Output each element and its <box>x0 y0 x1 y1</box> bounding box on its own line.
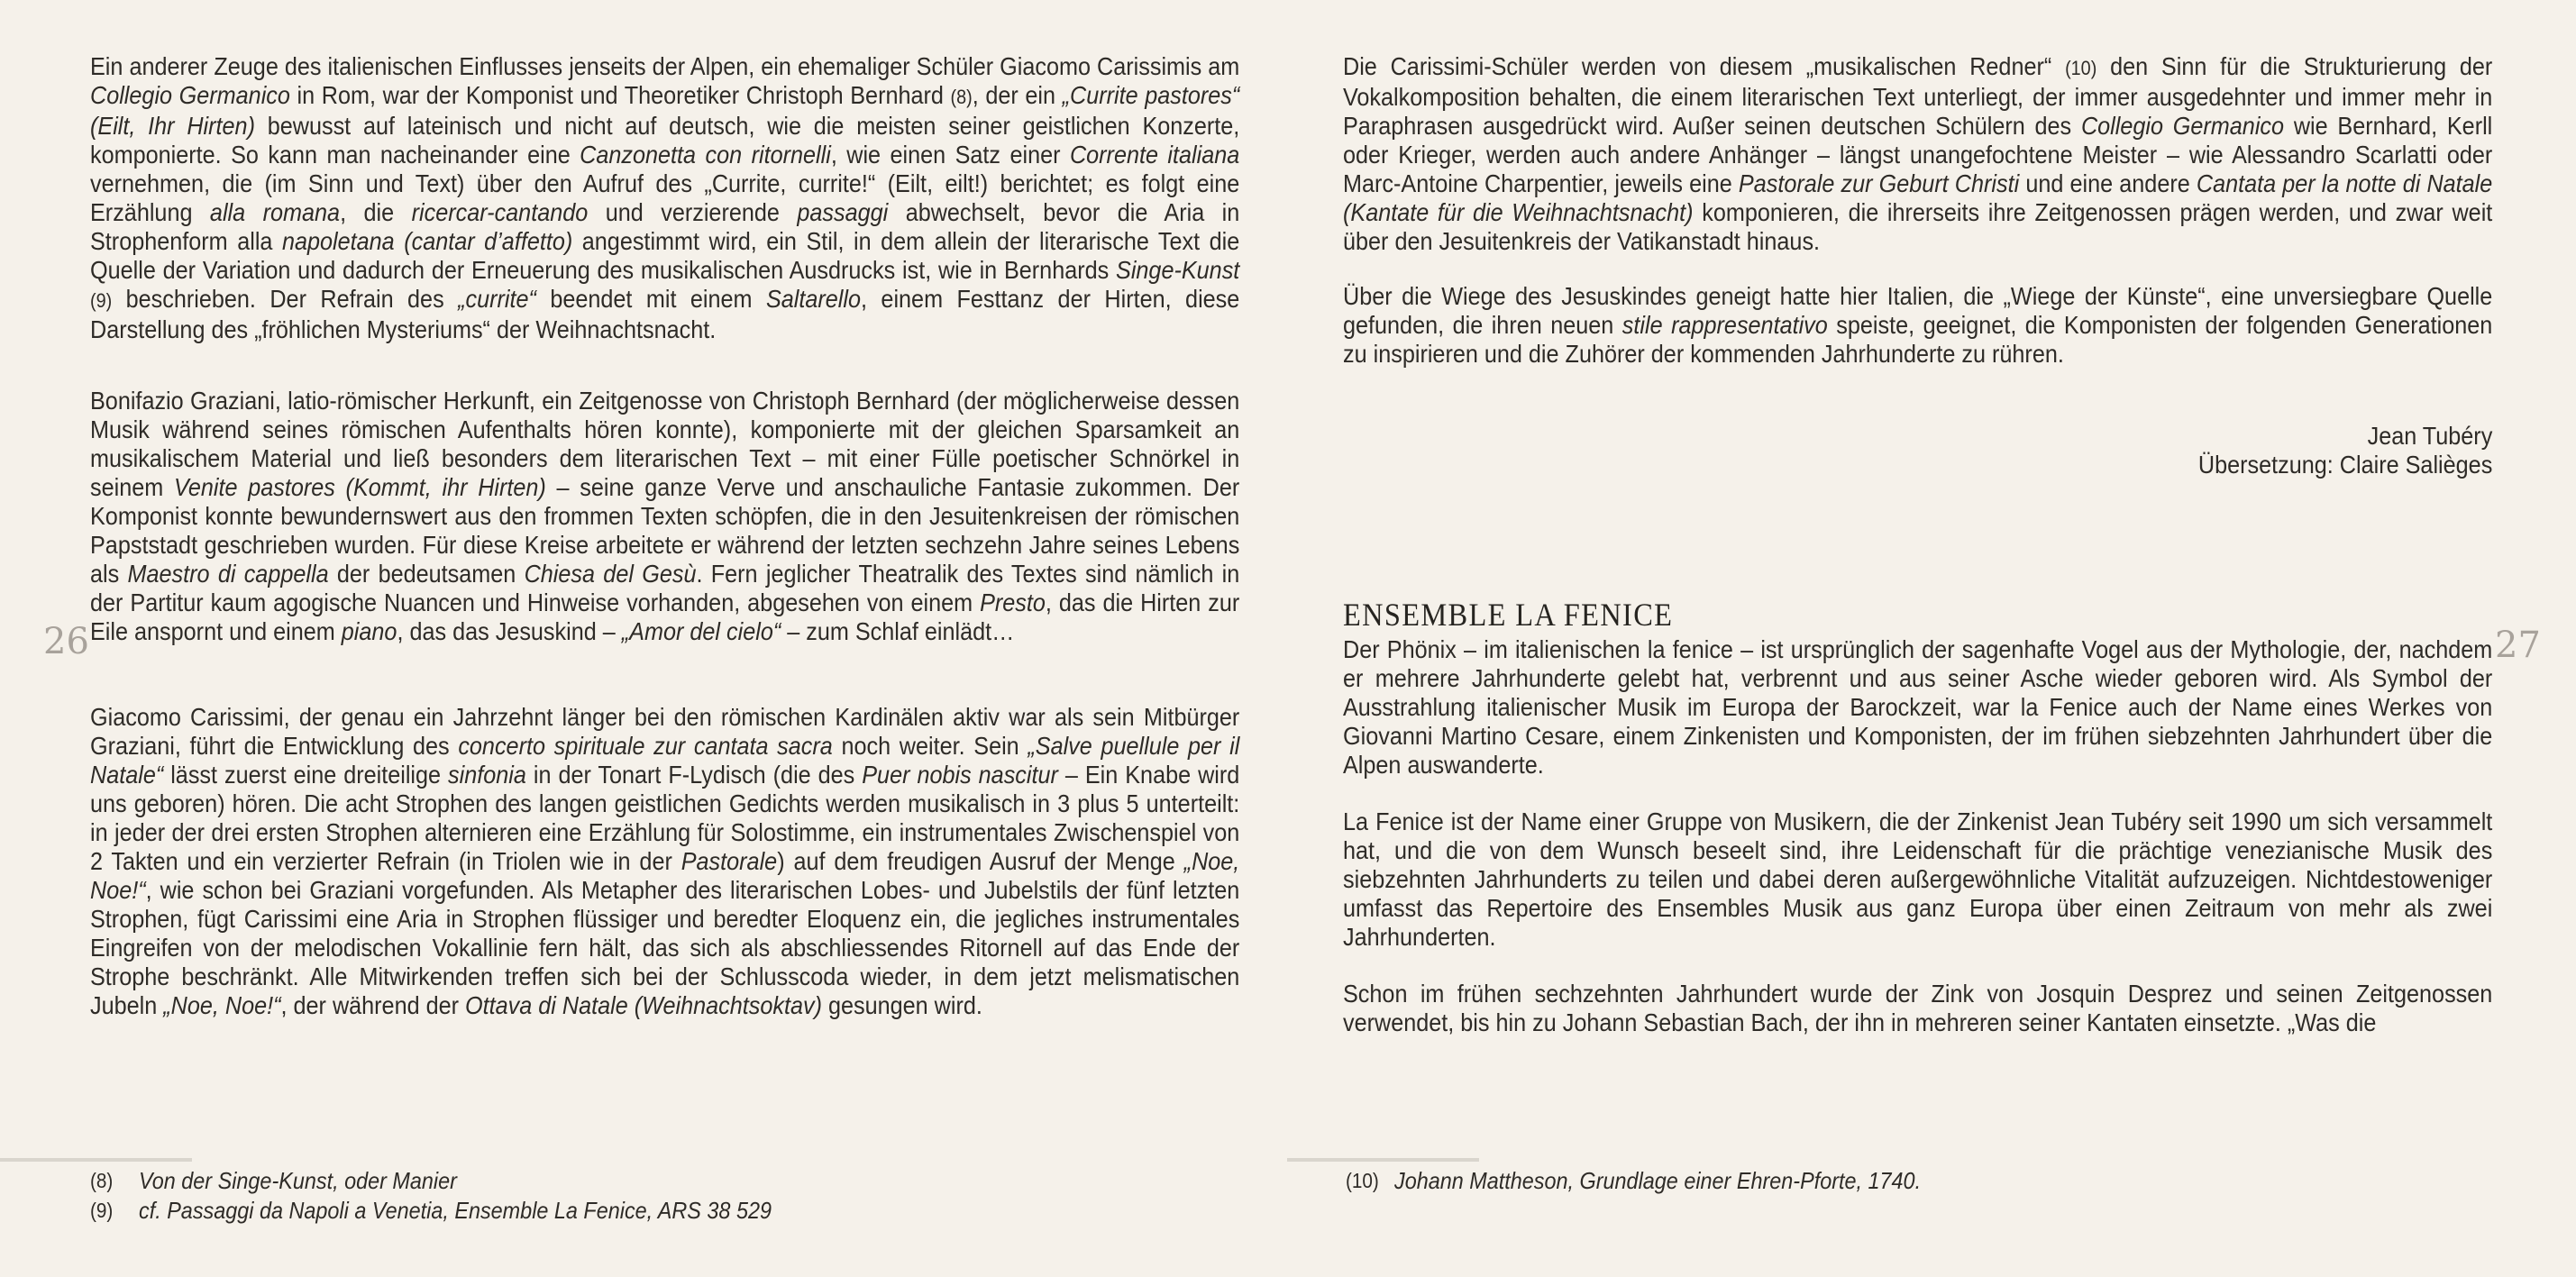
footnote-rule-right <box>1287 1158 1479 1162</box>
footnote <box>90 1196 1239 1226</box>
author-name: Jean Tubéry <box>2367 422 2493 450</box>
footnote-marker: (8) <box>90 1169 114 1192</box>
body-paragraph: La Fenice ist der Name einer Gruppe von Musikern, die der Zinkenist Jean Tubéry seit 1990 um sich versammelt hat, und die von dem Wunsch beseelt sind, ihre Leidenschaft für die prächtige venezianische Musik des siebzehnten Jahrhunderts zu teilen und dabei deren außergewöhnliche Vitalität aufzuzeigen. Nichtdestoweniger umfasst das Repertoire des Ensembles Musik aus ganz Europa über einen Zeitraum von mehr als zwei Jahrhunderten. <box>1343 807 2493 951</box>
body-paragraph: Über die Wiege des Jesuskindes geneigt hatte hier Italien, die „Wiege der Künste“, eine unversiegbare Quelle gefunden, die ihren neuen stile rappresentativo speiste, geeignet, die Komponisten der folgenden Generationen zu inspirieren und die Zuhörer der kommenden Jahrhunderte zu rühren. <box>1343 282 2493 368</box>
page-number-right: 27 <box>2495 625 2541 666</box>
footnote-rule-left <box>0 1158 192 1162</box>
footnote-marker: (10) <box>1346 1169 1379 1192</box>
footnote <box>1346 1166 2495 1196</box>
body-paragraph: Der Phönix – im italienischen la fenice – ist ursprünglich der sagenhafte Vogel aus der Mythologie, der, nachdem er mehrere Jahrhunderte gelebt hat, verbrennt und aus seiner Asche wieder geboren wird. Als Symbol der Ausstrahlung italienischer Musik im Europa der Barockzeit, war la Fenice auch der Name eines Werkes von Giovanni Martino Cesare, einem Zinkenisten und Komponisten, der im frühen siebzehnten Jahrhundert über die Alpen auswanderte. <box>1343 635 2493 779</box>
body-paragraph: Schon im frühen sechzehnten Jahrhundert wurde der Zink von Josquin Desprez und seinen Zeitgenossen verwendet, bis hin zu Johann Sebastian Bach, der ihn in mehreren seiner Kantaten einsetzte. „Was die <box>1343 980 2493 1036</box>
footnote-text: Von der Singe-Kunst, oder Manier <box>139 1167 457 1194</box>
footnote-marker: (9) <box>90 1199 114 1222</box>
page-number-left: 26 <box>43 621 89 662</box>
body-paragraph: Ein anderer Zeuge des italienischen Einflusses jenseits der Alpen, ein ehemaliger Schüler Giacomo Carissimis am Collegio Germanico in Rom, war der Komponist und Theoretiker Christoph Bernhard (8), der ein „Currite pastores“ (Eilt, Ihr Hirten) bewusst auf lateinisch und nicht auf deutsch, wie die meisten seiner geistlichen Konzerte, komponierte. So kann man nacheinander eine Canzonetta con ritornelli, wie einen Satz einer Corrente italiana vernehmen, die (im Sinn und Text) über den Aufruf des „Currite, currite!“ (Eilt, eilt!) berichtet; es folgt eine Erzählung alla romana, die ricercar-cantando und verzierende passaggi abwechselt, bevor die Aria in Strophenform alla napoletana (cantar d’affetto) angestimmt wird, ein Stil, in dem allein der literarische Text die Quelle der Variation und dadurch der Erneuerung des musikalischen Ausdrucks ist, wie in Bernhards Singe-Kunst (9) beschrieben. Der Refrain des „currite“ beendet mit einem Saltarello, einem Festtanz der Hirten, diese Darstellung des „fröhlichen Mysteriums“ der Weihnachtsnacht. <box>90 52 1240 343</box>
body-paragraph: Giacomo Carissimi, der genau ein Jahrzehnt länger bei den römischen Kardinälen aktiv war als sein Mitbürger Graziani, führt die Entwicklung des concerto spirituale zur cantata sacra noch weiter. Sein „Salve puellule per il Natale“ lässt zuerst eine dreiteilige sinfonia in der Tonart F-Lydisch (die des Puer nobis nascitur – Ein Knabe wird uns geboren) hören. Die acht Strophen des langen geistlichen Gedichts werden musikalisch in 3 plus 5 unterteilt: in jeder der drei ersten Strophen alternieren eine Erzählung für Solostimme, ein instrumentales Zwischenspiel von 2 Takten und ein verzierter Refrain (in Triolen wie in der Pastorale) auf dem freudigen Ausruf der Menge „Noe, Noe!“, wie schon bei Graziani vorgefunden. Als Metapher des literarischen Lobes- und Jubelstils der fünf letzten Strophen, fügt Carissimi eine Aria in Strophen flüssiger und beredter Eloquenz ein, die jegliches instrumentales Eingreifen von der melodischen Vokallinie fern hält, das sich als abschliessendes Ritornell auf das Ende der Strophe beschränkt. Alle Mitwirkenden treffen sich bei der Schlusscoda wieder, in dem jetzt melismatischen Jubeln „Noe, Noe!“, der während der Ottava di Natale (Weihnachtsoktav) gesungen wird. <box>90 703 1240 1019</box>
footnote-text: cf. Passaggi da Napoli a Venetia, Ensemble La Fenice, ARS 38 529 <box>139 1197 772 1224</box>
footnotes-left <box>90 1166 1239 1226</box>
translator-credit: Übersetzung: Claire Salièges <box>2197 451 2493 479</box>
footnote-text: Johann Mattheson, Grundlage einer Ehren-Pforte, 1740. <box>1394 1167 1922 1194</box>
body-paragraph: Bonifazio Graziani, latio-römischer Herkunft, ein Zeitgenosse von Christoph Bernhard (der möglicherweise dessen Musik während seines römischen Aufenthalts hören konnte), komponierte mit der gleichen Sparsamkeit an musikalischem Material und ließ besonders dem literarischen Text – mit einer Fülle poetischer Schnörkel in seinem Venite pastores (Kommt, ihr Hirten) – seine ganze Verve und anschauliche Fantasie zukommen. Der Komponist konnte bewundernswert aus den frommen Texten schöpfen, die in den Jesuitenkreisen der römischen Papststadt geschrieben wurden. Für diese Kreise arbeitete er während der letzten sechzehn Jahre seines Lebens als Maestro di cappella der bedeutsamen Chiesa del Gesù. Fern jeglicher Theatralik des Textes sind nämlich in der Partitur kaum agogische Nuancen und Hinweise vorhanden, abgesehen von einem Presto, das die Hirten zur Eile anspornt und einem piano, das das Jesuskind – „Amor del cielo“ – zum Schlaf einlädt… <box>90 387 1240 645</box>
footnotes-right <box>1346 1166 2495 1196</box>
section-heading: ENSEMBLE LA FENICE <box>1343 597 1674 633</box>
footnote <box>90 1166 1239 1196</box>
signature-block <box>1343 422 2492 479</box>
body-paragraph: Die Carissimi-Schüler werden von diesem „musikalischen Redner“ (10) den Sinn für die Strukturierung der Vokalkomposition behalten, die einem literarischen Text unterliegt, der immer ausgedehnter und immer mehr in Paraphrasen ausgedrückt wird. Außer seinen deutschen Schülern des Collegio Germanico wie Bernhard, Kerll oder Krieger, werden auch andere Anhänger – längst unangefochtene Meister – wie Alessandro Scarlatti oder Marc-Antoine Charpentier, jeweils eine Pastorale zur Geburt Christi und eine andere Cantata per la notte di Natale (Kantate für die Weihnachtsnacht) komponieren, die ihrerseits ihre Zeitgenossen prägen werden, und zwar weit über den Jesuitenkreis der Vatikanstadt hinaus. <box>1343 52 2493 255</box>
